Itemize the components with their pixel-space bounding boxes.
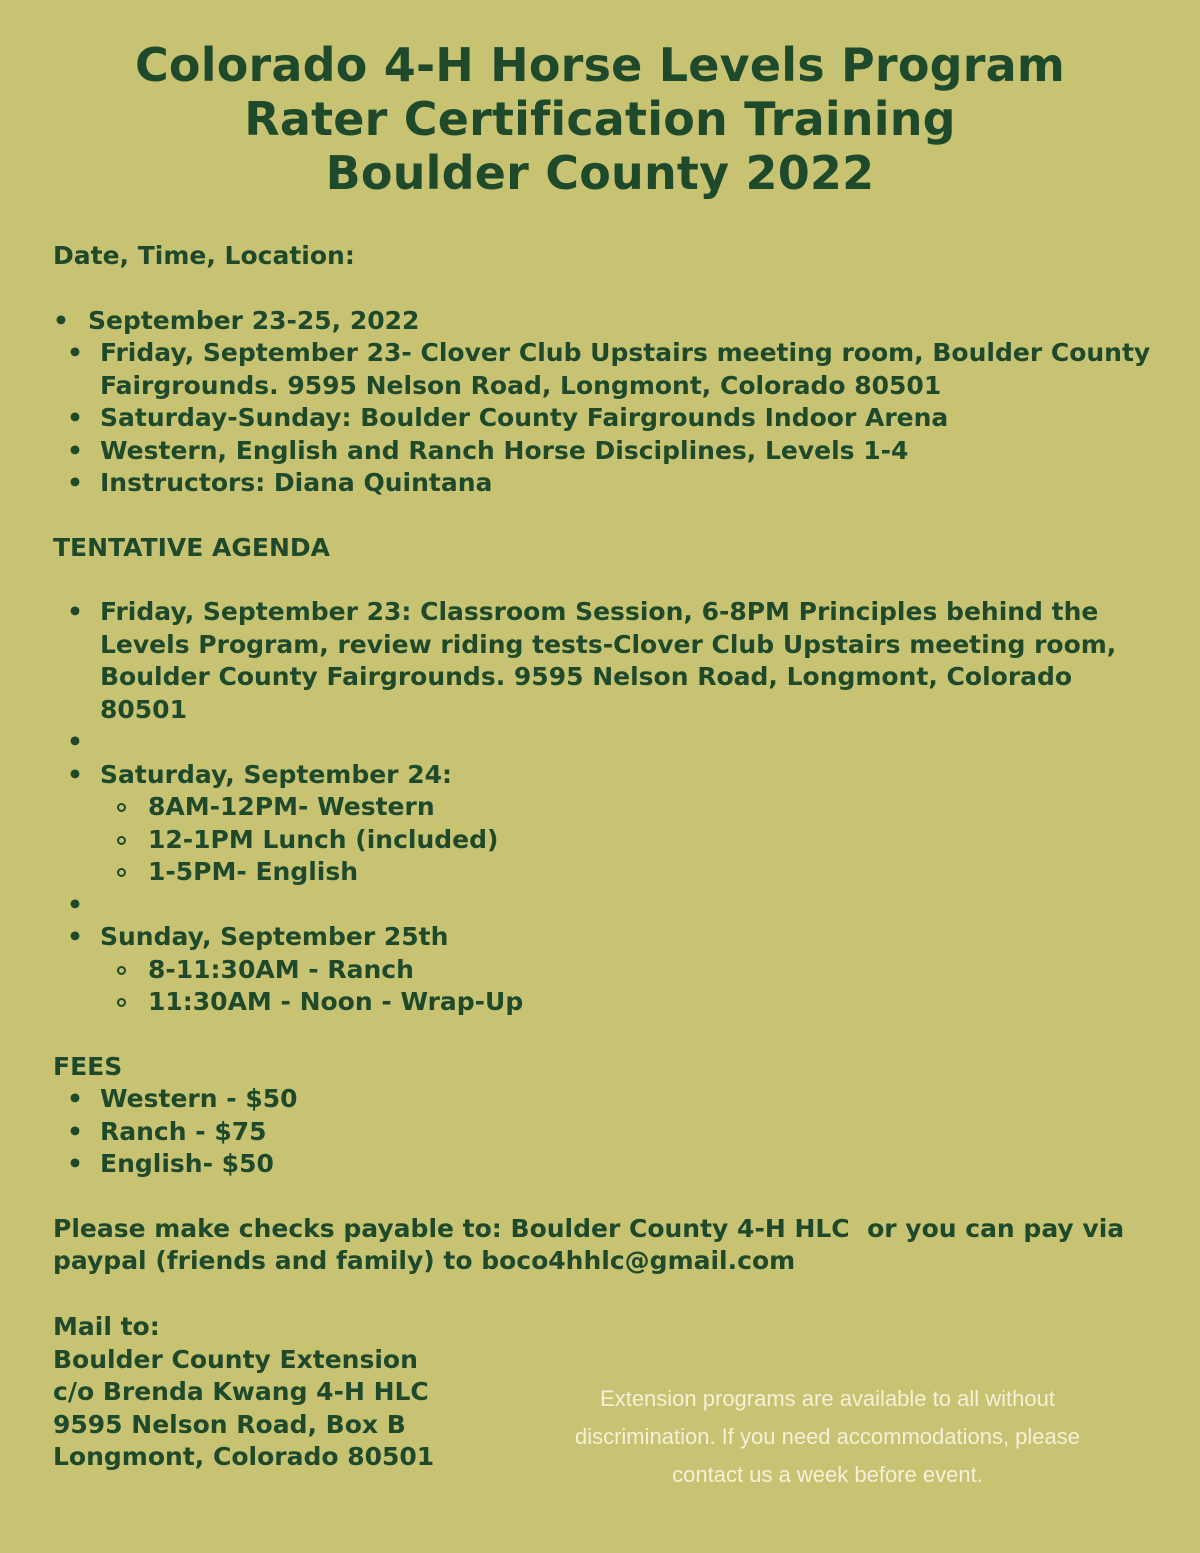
fees-heading: FEES <box>53 1051 123 1081</box>
agenda-sunday-list <box>53 889 1163 954</box>
fee-item: • Western - $50 <box>53 1083 1163 1116</box>
mail-line: Boulder County Extension <box>53 1344 418 1374</box>
notice-line: contact us a week before event. <box>672 1462 983 1487</box>
agenda-sunday-label: Sunday, September 25th <box>100 922 449 951</box>
agenda-saturday-label: Saturday, September 24: <box>100 759 452 789</box>
saturday-session: 1-5PM- English <box>101 856 1163 889</box>
agenda-list <box>53 596 1163 759</box>
sunday-session: 8-11:30AM - Ranch <box>101 954 1163 987</box>
details-list <box>53 337 1163 500</box>
details-date-list <box>53 305 1163 338</box>
agenda-saturday-list <box>53 759 1163 792</box>
fee-item: • English- $50 <box>53 1148 1163 1181</box>
sunday-sessions <box>101 954 1163 1019</box>
title-line-3: Boulder County 2022 <box>325 146 875 200</box>
details-item: • Instructors: Diana Quintana <box>53 467 1163 500</box>
notice-line: discrimination. If you need accommodations, please <box>574 1424 1081 1449</box>
fees-list <box>53 1083 1163 1181</box>
empty-bullet <box>53 889 1163 922</box>
saturday-session: 8AM-12PM- Western <box>101 791 1163 824</box>
details-heading: Date, Time, Location: <box>53 241 355 270</box>
details-item: • Saturday-Sunday: Boulder County Fairgrounds Indoor Arena <box>53 402 1163 435</box>
notice-line: Extension programs are available to all without <box>600 1386 1055 1411</box>
agenda-saturday <box>53 759 1163 792</box>
flyer-title <box>0 38 1200 200</box>
title-line-2: Rater Certification Training <box>244 92 956 146</box>
agenda-spacer <box>53 726 1163 759</box>
nondiscrimination-notice <box>495 1380 1160 1494</box>
sunday-session: 11:30AM - Noon - Wrap-Up <box>101 986 1163 1019</box>
agenda-friday: • Friday, September 23: Classroom Session, 6-8PM Principles behind the Levels Program, review riding tests-Clover Club Upstairs meeting room, Boulder County Fairgrounds. 9595 Nelson Road, Longmont, Colorado 80501 <box>53 596 1163 726</box>
mail-line: Longmont, Colorado 80501 <box>53 1442 435 1471</box>
payment-instructions: Please make checks payable to: Boulder County 4-H HLC or you can pay via paypal (friends and family) to boco4hhlc@gmail.com <box>53 1213 1133 1275</box>
details-item: • Friday, September 23- Clover Club Upstairs meeting room, Boulder County Fairgrounds. 9595 Nelson Road, Longmont, Colorado 80501 <box>53 337 1163 402</box>
details-item: • Western, English and Ranch Horse Disciplines, Levels 1-4 <box>53 435 1163 468</box>
fee-item: • Ranch - $75 <box>53 1116 1163 1149</box>
mail-line: c/o Brenda Kwang 4-H HLC <box>53 1377 429 1406</box>
saturday-sessions <box>101 791 1163 889</box>
mail-to-block <box>53 1311 434 1474</box>
agenda-sunday <box>53 921 1163 954</box>
mail-heading: Mail to: <box>53 1312 160 1341</box>
agenda-heading: TENTATIVE AGENDA <box>53 532 331 562</box>
flyer-body <box>53 240 1163 1278</box>
saturday-session: 12-1PM Lunch (included) <box>101 824 1163 857</box>
mail-line: 9595 Nelson Road, Box B <box>53 1409 406 1439</box>
details-date: • September 23-25, 2022 <box>53 305 1163 338</box>
title-line-1: Colorado 4-H Horse Levels Program <box>134 38 1066 92</box>
